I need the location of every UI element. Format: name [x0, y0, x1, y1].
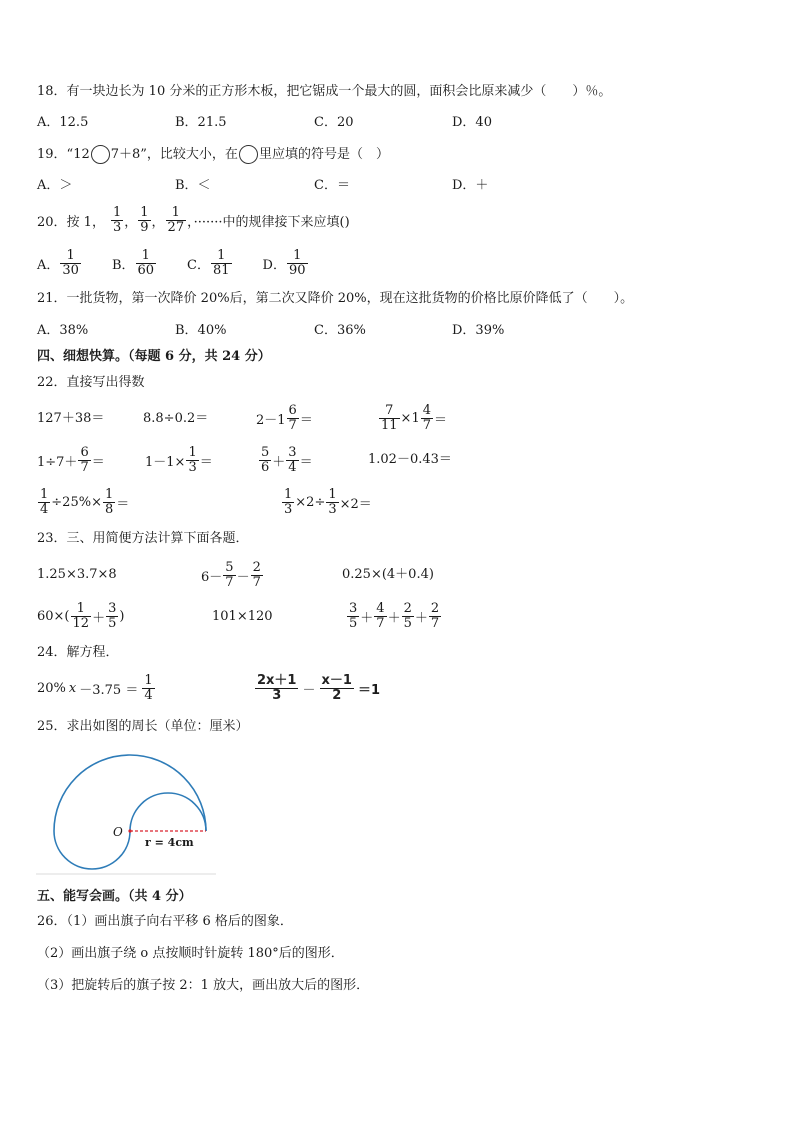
q24-equation-1: 20% x －3.75 ＝ $\frac{1}{4}$ — [37, 672, 153, 703]
q22-expr-2: 8.8÷0.2＝ — [143, 411, 209, 426]
q18-option-b: B．21.5 — [175, 115, 227, 130]
q19-stem-part-c: 里应填的符号是（ ） — [258, 147, 389, 162]
q20-seq-fraction-3: $\frac{1}{27}$ — [167, 204, 185, 235]
q21-option-b: B．40% — [175, 323, 227, 338]
q18-option-c: C．20 — [314, 115, 354, 130]
q23-stem: 23．三、用简便方法计算下面各题． — [37, 531, 249, 546]
q20-seq-fraction-2: $\frac{1}{9}$ — [140, 204, 149, 235]
q22-expr-1: 127＋38＝ — [37, 411, 105, 426]
center-label-o: O — [113, 825, 123, 839]
q24-equation-2: $\frac{2x+1}{3}$ － $\frac{x-1}{2}$ ＝1 — [257, 672, 380, 703]
q21-stem: 21．一批货物，第一次降价 20%后，第二次又降价 20%，现在这批货物的价格比原价降低了（ ）。 — [37, 291, 634, 306]
q24-stem: 24．解方程． — [37, 645, 119, 660]
q20-option-a-fraction: $\frac{1}{30}$ — [62, 247, 79, 278]
q23-expr-4: 60×( $\frac{1}{12}$ ＋ $\frac{3}{5}$ ) — [37, 600, 125, 631]
q21-option-a: A．38% — [37, 323, 89, 338]
q20-option-c-fraction: $\frac{1}{81}$ — [213, 247, 230, 278]
q19-option-a: A．＞ — [37, 178, 73, 193]
q21-option-c: C．36% — [314, 323, 366, 338]
q19-option-d: D．＋ — [452, 178, 489, 193]
q20-option-d-fraction: $\frac{1}{90}$ — [288, 247, 306, 278]
section-5-heading: 五、能写会画。（共 4 分） — [37, 889, 192, 904]
q23-expr-6: $\frac{3}{5}$ ＋ $\frac{4}{7}$ ＋ $\frac{2}{5}$ ＋ $\frac{2}{7}$ — [349, 600, 440, 631]
q19-option-b: B．＜ — [175, 178, 211, 193]
q23-expr-2: 6－ $\frac{5}{7}$ － $\frac{2}{7}$ — [201, 559, 261, 590]
q18-option-d: D．40 — [452, 115, 492, 130]
radius-label: r = 4cm — [145, 836, 194, 849]
q20-seq-fraction-1: $\frac{1}{3}$ — [112, 204, 122, 235]
q20-stem-part-a: 20．按 1， — [37, 214, 105, 230]
q23-expr-1: 1.25×3.7×8 — [37, 567, 117, 582]
comparison-blank-circle — [91, 145, 110, 164]
q21-option-d: D．39% — [452, 323, 505, 338]
q20-option-b-fraction: $\frac{1}{60}$ — [137, 247, 155, 278]
q26-part-1: 26．（1）画出旗子向右平移 6 格后的图象． — [37, 914, 293, 929]
center-point — [128, 829, 131, 832]
q22-expr-5: 1÷7＋ $\frac{6}{7}$ ＝ — [37, 444, 105, 475]
q22-expr-9: $\frac{1}{4}$ ÷25%× $\frac{1}{8}$ ＝ — [40, 486, 130, 517]
q19-stem-part-b: 7＋8”，比较大小，在 — [110, 147, 238, 162]
q18-stem: 18．有一块边长为 10 分米的正方形木板，把它锯成一个最大的圆，面积会比原来减少（ ）％。 — [37, 84, 612, 99]
q26-part-2: （2）画出旗子绕 o 点按顺时针旋转 180°后的图形． — [37, 946, 344, 961]
q22-expr-6: 1－1× $\frac{1}{3}$ ＝ — [145, 444, 213, 475]
q19-stem — [37, 145, 389, 164]
q22-expr-4: $\frac{7}{11}$ ×1 $\frac{4}{7}$ ＝ — [381, 402, 448, 433]
q19-option-c: C．＝ — [314, 178, 350, 193]
q25-stem: 25．求出如图的周长（单位：厘米） — [37, 719, 249, 734]
q20-option-a-label: A． — [37, 257, 60, 273]
q20-option-c-label: C． — [187, 257, 210, 273]
q22-expr-3: 2－1 $\frac{6}{7}$ ＝ — [256, 402, 313, 433]
q22-expr-8: 1.02－0.43＝ — [368, 452, 452, 467]
q20-option-d-label: D． — [262, 257, 286, 273]
comparison-blank-circle-ref — [239, 145, 258, 164]
q18-option-a: A．12.5 — [37, 115, 89, 130]
q25-perimeter-figure — [36, 748, 216, 878]
q23-expr-3: 0.25×(4＋0.4) — [342, 567, 434, 582]
q19-stem-part-a: 19．“12 — [37, 147, 90, 162]
q20-option-b-label: B． — [111, 257, 135, 273]
q22-stem: 22．直接写出得数 — [37, 375, 145, 390]
q22-expr-7: $\frac{5}{6}$ ＋ $\frac{3}{4}$ ＝ — [261, 444, 313, 475]
q23-expr-5: 101×120 — [212, 609, 273, 624]
q26-part-3: （3）把旋转后的旗子按 2：1 放大，画出放大后的图形． — [37, 978, 370, 993]
section-4-heading: 四、细想快算。（每题 6 分，共 24 分） — [37, 349, 271, 364]
q20-stem: 20．按 1， $\frac{1}{3}$ ， $\frac{1}{9}$ ， $\frac{1}{27}$ ，·······中的规律接下来应填() — [37, 204, 350, 235]
q20-options — [37, 243, 309, 283]
q22-expr-10: $\frac{1}{3}$ ×2÷ $\frac{1}{3}$ ×2＝ — [284, 486, 372, 517]
q20-stem-part-b: ，·······中的规律接下来应填() — [187, 214, 350, 230]
